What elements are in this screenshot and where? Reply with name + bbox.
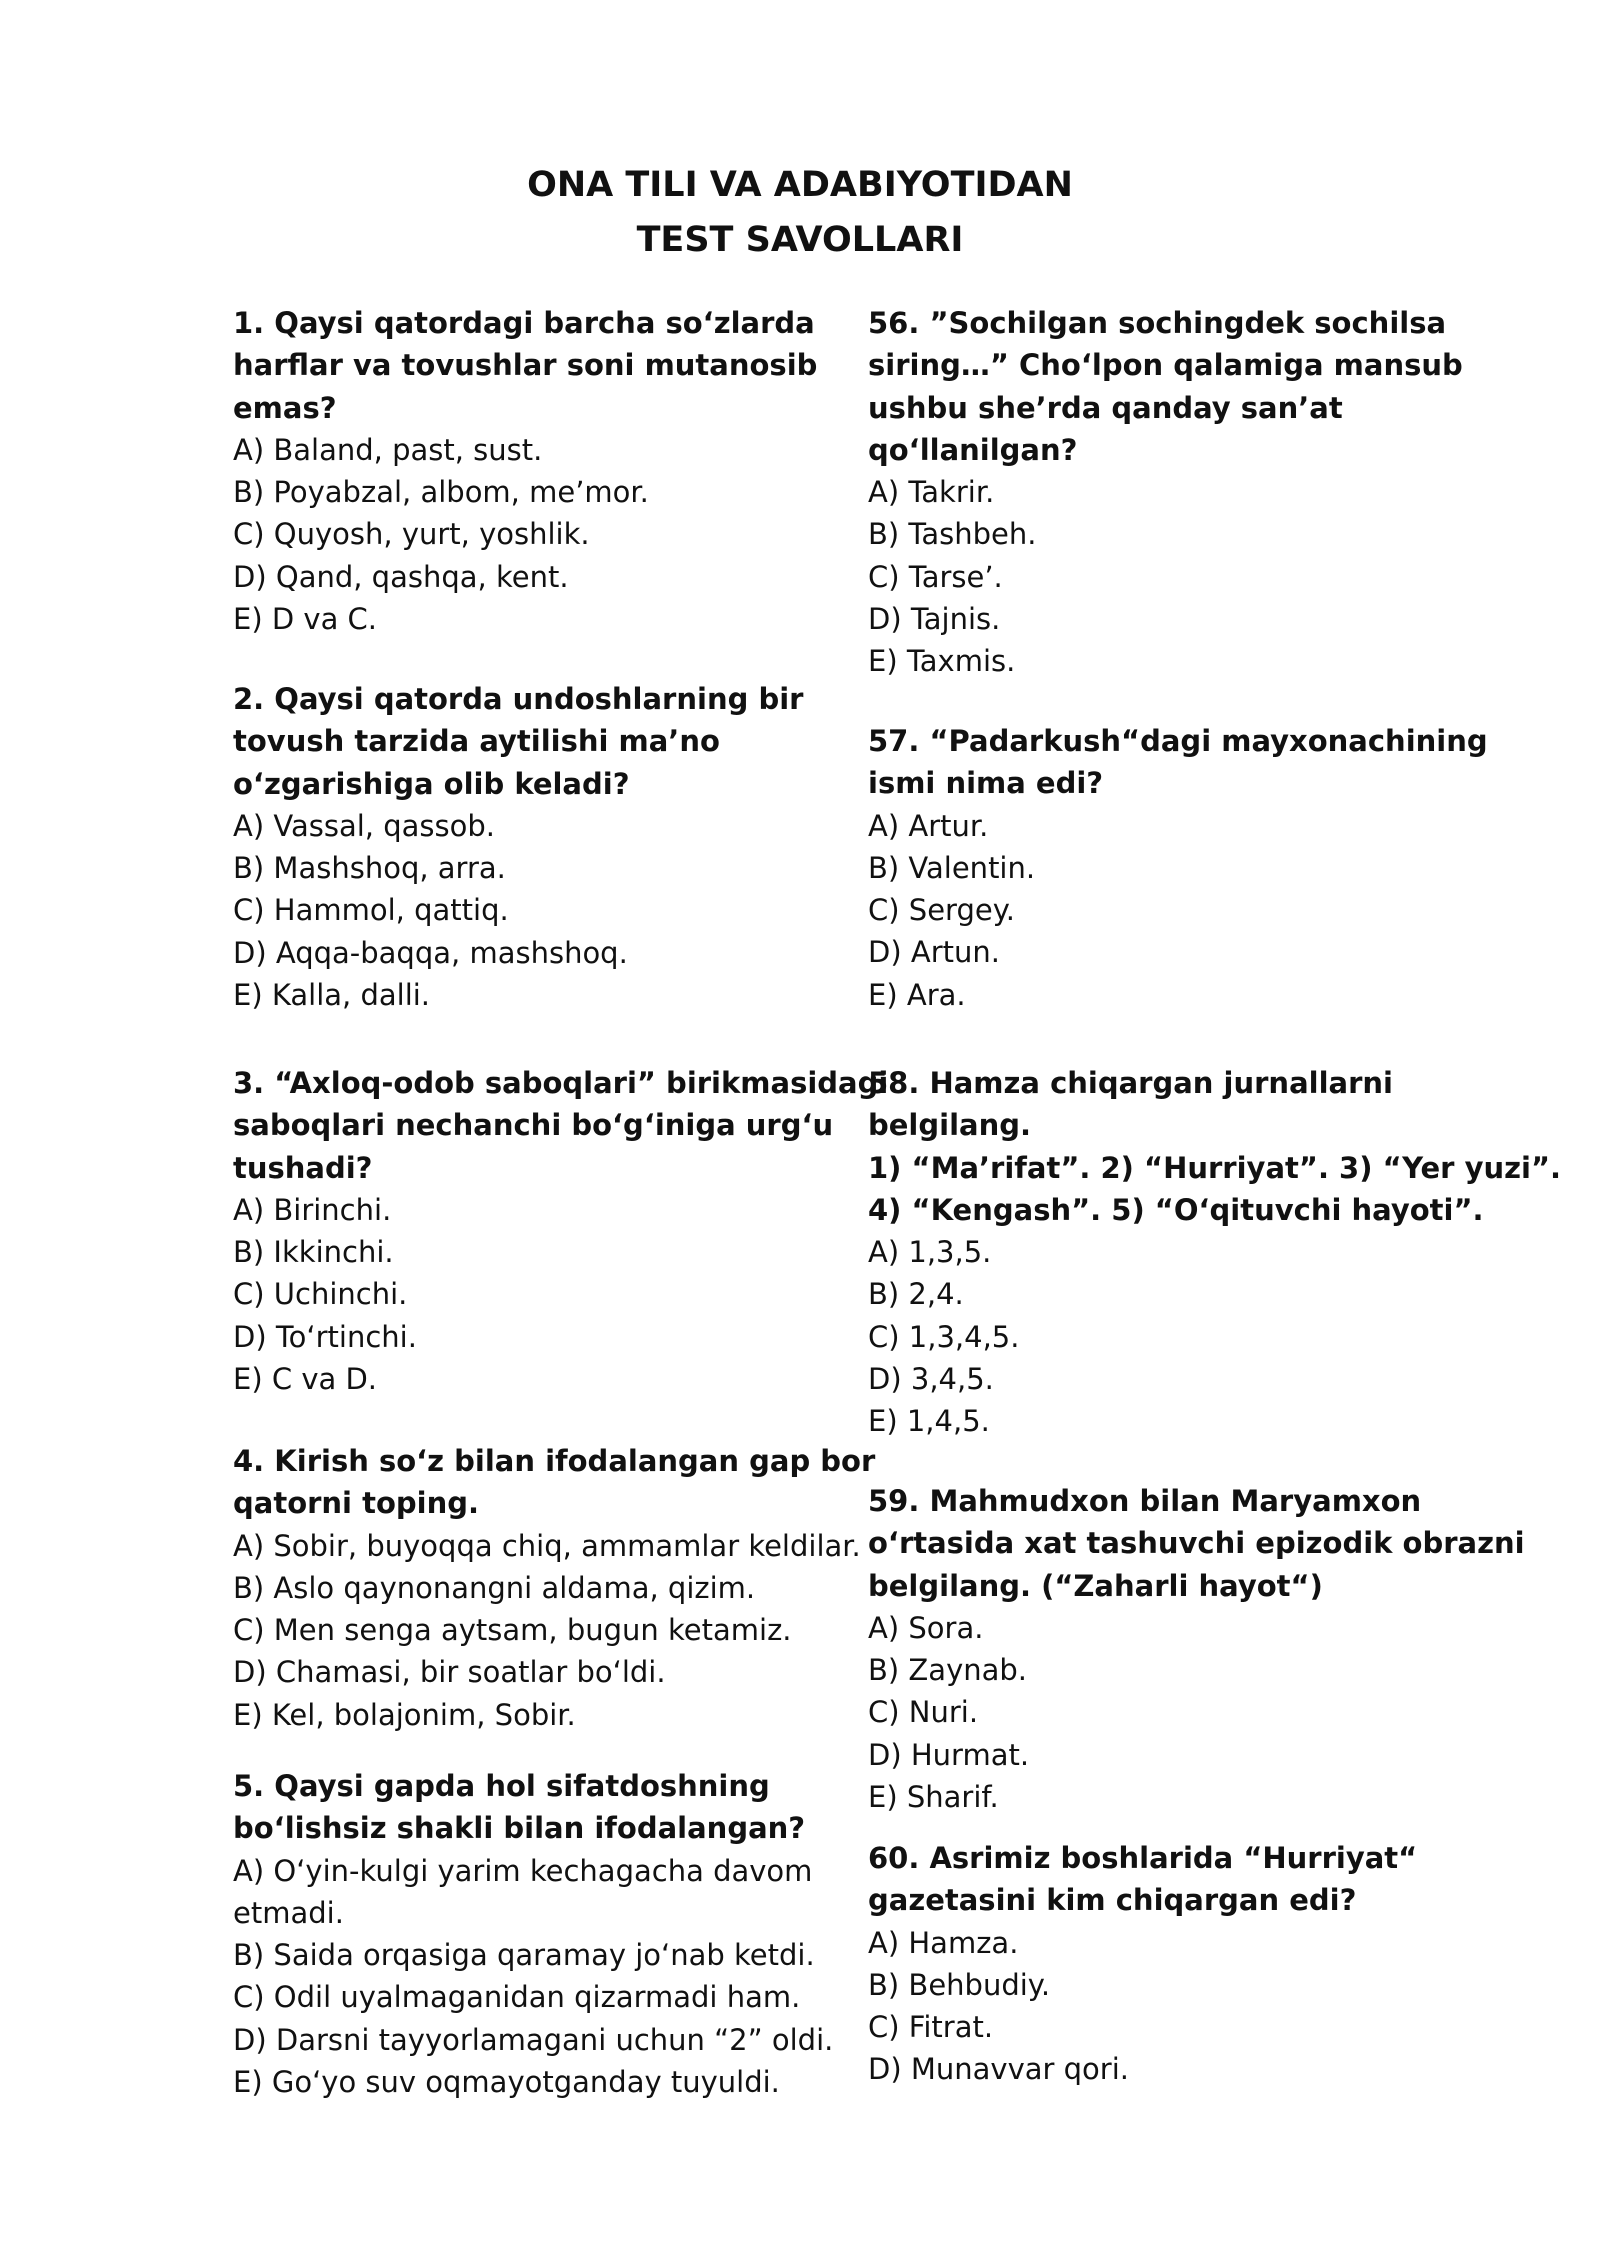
answer-option: C) Men senga aytsam, bugun ketamiz. <box>233 1613 792 1648</box>
answer-option: D) Qand, qashqa, kent. <box>233 559 569 594</box>
question-block <box>233 1765 833 2103</box>
answer-option: B) Poyabzal, albom, me’mor. <box>233 475 649 510</box>
answer-option: C) Uchinchi. <box>233 1277 408 1312</box>
answer-option: E) Sharif. <box>868 1780 999 1815</box>
question-text: 5. Qaysi gapda hol sifatdoshning <box>233 1769 770 1803</box>
answer-option: C) Sergey. <box>868 893 1015 928</box>
question-text: 1. Qaysi qatordagi barcha so‘zlarda <box>233 306 815 340</box>
question-text: belgilang. (“Zaharli hayot“) <box>868 1568 1323 1603</box>
question-text: qo‘llanilgan? <box>868 432 1078 467</box>
answer-option: A) Sobir, buyoqqa chiq, ammamlar keldilar. <box>233 1528 861 1563</box>
answer-option: A) Hamza. <box>868 1925 1019 1960</box>
answer-option: D) To‘rtinchi. <box>233 1319 417 1354</box>
question-block <box>868 720 1488 1016</box>
question-text: 4) “Kengash”. 5) “O‘qituvchi hayoti”. <box>868 1192 1484 1227</box>
answer-option: D) Artun. <box>868 935 1000 970</box>
question-text: gazetasini kim chiqargan edi? <box>868 1883 1357 1918</box>
answer-option: A) Takrir. <box>868 475 995 510</box>
answer-option: C) 1,3,4,5. <box>868 1319 1020 1354</box>
answer-option: E) C va D. <box>233 1362 378 1397</box>
answer-option: B) Aslo qaynonangni aldama, qizim. <box>233 1570 756 1605</box>
answer-option: B) Zaynab. <box>868 1653 1028 1688</box>
question-block <box>233 1062 888 1400</box>
answer-option: C) Quyosh, yurt, yoshlik. <box>233 517 590 552</box>
question-text: 57. “Padarkush“dagi mayxonachining <box>868 724 1488 758</box>
answer-option: A) Baland, past, sust. <box>233 432 543 467</box>
answer-option: B) Mashshoq, arra. <box>233 851 506 886</box>
answer-option: etmadi. <box>233 1895 344 1930</box>
title-line-1: ONA TILI VA ADABIYOTIDAN <box>527 165 1073 205</box>
question-text: saboqlari nechanchi bo‘g‘iniga urg‘u <box>233 1108 834 1143</box>
answer-option: B) Valentin. <box>868 850 1036 885</box>
answer-option: D) 3,4,5. <box>868 1362 994 1397</box>
answer-option: B) Ikkinchi. <box>233 1235 394 1270</box>
question-block <box>868 1480 1525 1818</box>
answer-option: E) Kalla, dalli. <box>233 978 431 1013</box>
question-text: tushadi? <box>233 1150 373 1185</box>
answer-option: E) Kel, bolajonim, Sobir. <box>233 1697 576 1732</box>
question-text: ismi nima edi? <box>868 766 1104 801</box>
question-text: 60. Asrimiz boshlarida “Hurriyat“ <box>868 1841 1418 1875</box>
question-text: 3. “Axloq-odob saboqlari” birikmasidagi <box>233 1066 889 1100</box>
question-text: 59. Mahmudxon bilan Maryamxon <box>868 1484 1422 1518</box>
question-text: 2. Qaysi qatorda undoshlarning bir <box>233 682 804 716</box>
title-line-2: TEST SAVOLLARI <box>636 220 964 260</box>
question-text: tovush tarzida aytilishi ma’no <box>233 724 720 759</box>
answer-option: B) Tashbeh. <box>868 517 1037 552</box>
answer-option: A) O‘yin-kulgi yarim kechagacha davom <box>233 1853 813 1888</box>
answer-option: E) Go‘yo suv oqmayotganday tuyuldi. <box>233 2065 780 2100</box>
answer-option: E) Taxmis. <box>868 644 1016 679</box>
question-text: qatorni toping. <box>233 1486 480 1521</box>
answer-option: C) Tarse’. <box>868 559 1003 594</box>
answer-option: E) 1,4,5. <box>868 1404 990 1439</box>
question-text: 1) “Ma’rifat”. 2) “Hurriyat”. 3) “Yer yuzi”. <box>868 1150 1562 1185</box>
answer-option: E) Ara. <box>868 977 966 1012</box>
answer-option: A) Sora. <box>868 1610 984 1645</box>
answer-option: C) Nuri. <box>868 1695 979 1730</box>
question-text: harflar va tovushlar soni mutanosib <box>233 348 818 383</box>
answer-option: A) Artur. <box>868 808 989 843</box>
answer-option: D) Aqqa-baqqa, mashshoq. <box>233 935 628 970</box>
answer-option: E) D va C. <box>233 602 378 637</box>
answer-option: B) Behbudiy. <box>868 1967 1051 2002</box>
answer-option: C) Odil uyalmaganidan qizarmadi ham. <box>233 1980 801 2015</box>
question-block <box>233 678 803 1016</box>
question-block <box>233 302 817 640</box>
question-text: o‘zgarishiga olib keladi? <box>233 766 630 801</box>
question-text: emas? <box>233 390 337 425</box>
question-block <box>233 1440 875 1736</box>
answer-option: B) 2,4. <box>868 1277 964 1312</box>
answer-option: A) Vassal, qassob. <box>233 808 495 843</box>
page-title <box>0 158 1600 268</box>
answer-option: D) Hurmat. <box>868 1737 1030 1772</box>
answer-option: D) Darsni tayyorlamagani uchun “2” oldi. <box>233 2022 834 2057</box>
answer-option: C) Hammol, qattiq. <box>233 893 509 928</box>
question-block <box>868 302 1463 683</box>
question-text: bo‘lishsiz shakli bilan ifodalangan? <box>233 1811 806 1846</box>
answer-option: D) Tajnis. <box>868 602 1001 637</box>
question-block <box>868 1062 1561 1443</box>
answer-option: D) Munavvar qori. <box>868 2052 1129 2087</box>
question-text: siring…” Cho‘lpon qalamiga mansub <box>868 348 1463 383</box>
answer-option: A) 1,3,5. <box>868 1235 992 1270</box>
question-text: belgilang. <box>868 1108 1031 1143</box>
answer-option: B) Saida orqasiga qaramay jo‘nab ketdi. <box>233 1938 815 1973</box>
question-text: 58. Hamza chiqargan jurnallarni <box>868 1066 1393 1100</box>
question-text: 4. Kirish so‘z bilan ifodalangan gap bor <box>233 1444 876 1478</box>
answer-option: C) Fitrat. <box>868 2010 994 2045</box>
answer-option: D) Chamasi, bir soatlar bo‘ldi. <box>233 1655 666 1690</box>
answer-option: A) Birinchi. <box>233 1192 392 1227</box>
question-block <box>868 1837 1417 2091</box>
question-text: o‘rtasida xat tashuvchi epizodik obrazni <box>868 1526 1525 1561</box>
question-text: 56. ”Sochilgan sochingdek sochilsa <box>868 306 1447 340</box>
question-text: ushbu she’rda qanday san’at <box>868 390 1343 425</box>
